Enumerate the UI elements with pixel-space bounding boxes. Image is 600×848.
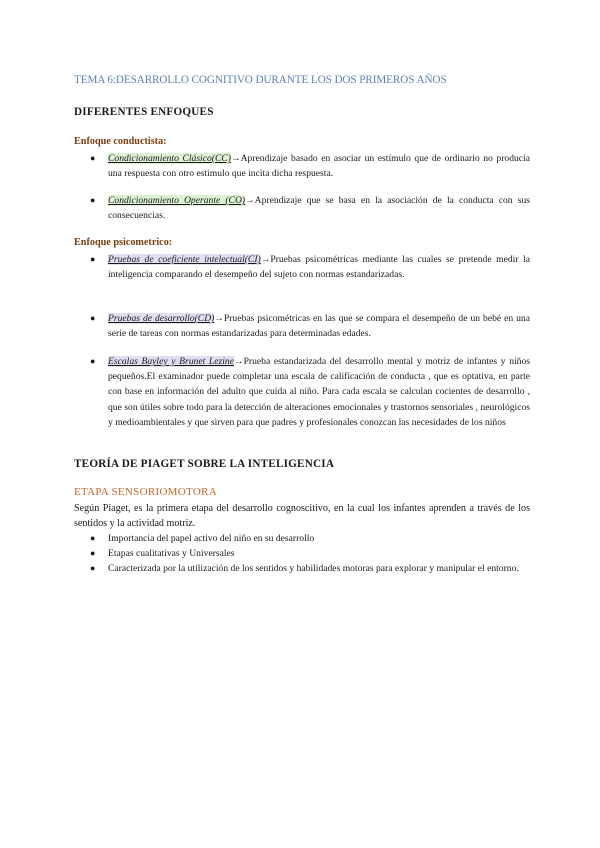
definition-cc: →Aprendizaje basado en asociar un estímulo que de ordinario no producía una respuesta con otro estimulo que incita dicha respuesta. (108, 153, 530, 180)
bullet-icon: ● (90, 254, 96, 264)
list-item-text: Importancia del papel activo del niño en su desarrollo (108, 533, 315, 544)
list-item (90, 193, 530, 223)
bullet-icon: ● (90, 195, 96, 205)
subheading-psicometrico: Enfoque psicometrico: (74, 237, 173, 248)
term-cc: Condicionamiento Clásico(CC) (108, 153, 231, 164)
list-item-text: Etapas cualitativas y Universales (108, 548, 235, 559)
list-item (90, 561, 530, 576)
subheading-sensoriomotora: ETAPA SENSORIOMOTORA (74, 486, 217, 498)
term-cd: Pruebas de desarrollo(CD) (108, 313, 215, 324)
bullet-icon: ● (90, 548, 96, 558)
bullet-icon: ● (90, 563, 96, 573)
section-heading-piaget: TEORÍA DE PIAGET SOBRE LA INTELIGENCIA (74, 458, 335, 470)
document-title: TEMA 6:DESARROLLO COGNITIVO DURANTE LOS DOS PRIMEROS AÑOS (74, 74, 447, 86)
definition-bayley: →Prueba estandarizada del desarrollo mental y motriz de infantes y niños pequeños.El examinador puede completar una escala de calificación de conducta , que es optativa, en parte con base en información del adulto que cuida al niño. Para cada escala se calculan cocientes de desarrollo , que son útiles sobre todo para la detección de alteraciones emocionales y trastornos sensoriales , neurológicos y medioambientales y que sirven para que padres y profesionales conozcan las necesidades de los niños (108, 356, 530, 428)
bullet-icon: ● (90, 533, 96, 543)
term-bayley: Escalas Bayley y Brunet Lezine (108, 356, 234, 367)
bullet-icon: ● (90, 153, 96, 163)
list-item (90, 531, 530, 546)
list-item (90, 546, 530, 561)
subheading-conductista: Enfoque conductista: (74, 136, 167, 147)
definition-co: →Aprendizaje que se basa en la asociación de la conducta con sus consecuencias. (108, 195, 530, 222)
list-item (90, 252, 530, 282)
list-item (90, 311, 530, 341)
list-item (90, 354, 530, 430)
paragraph-intro: Según Piaget, es la primera etapa del desarrollo cognoscitivo, en la cual los infantes aprenden a través de los sentidos y la actividad motriz. (74, 503, 530, 529)
bullet-icon: ● (90, 313, 96, 323)
list-item (90, 151, 530, 181)
term-co: Condicionamiento Operante (CO) (108, 195, 246, 206)
term-ci: Pruebas de coeficiente intelectual(CI) (108, 254, 261, 265)
definition-cd: →Pruebas psicométricas en las que se compara el desempeño de un bebé en una serie de tareas con normas estandarizadas para determinadas edades. (108, 313, 530, 340)
section-heading-enfoques: DIFERENTES ENFOQUES (74, 106, 214, 118)
list-item-text: Caracterizada por la utilización de los sentidos y habilidades motoras para explorar y manipular el entorno. (108, 563, 519, 574)
bullet-icon: ● (90, 356, 96, 366)
definition-ci: →Pruebas psicométricas mediante las cuales se pretende medir la inteligencia comparando el desempeño del sujeto con normas estandarizadas. (108, 254, 531, 281)
